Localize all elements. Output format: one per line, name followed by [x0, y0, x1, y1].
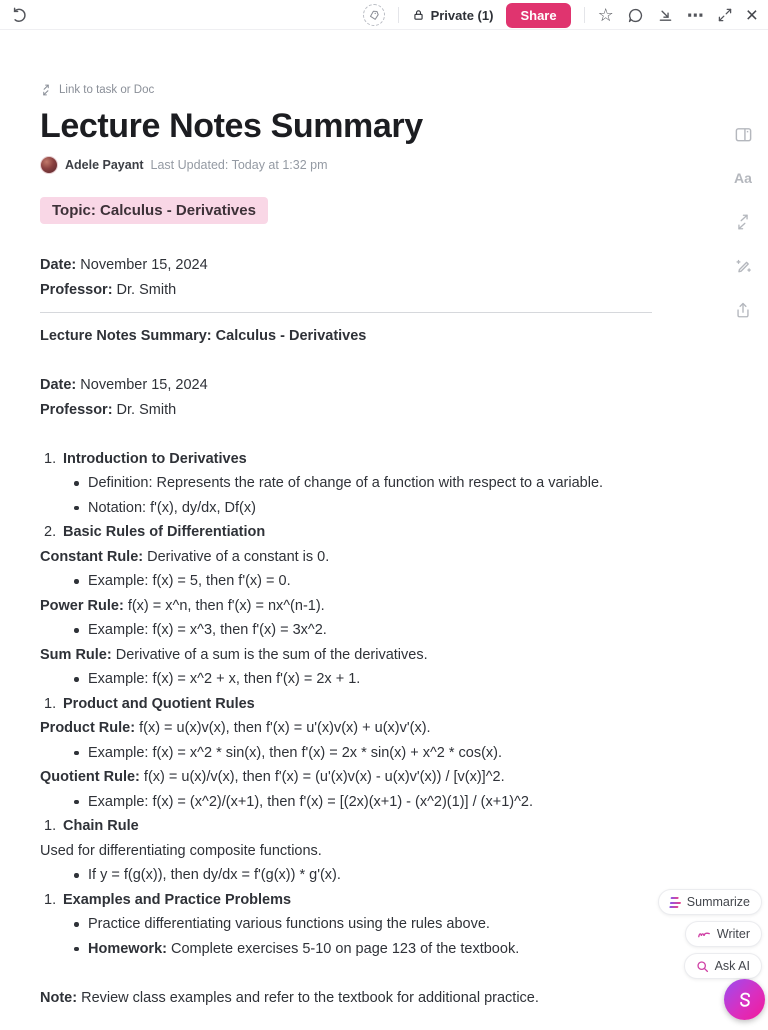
comments-icon[interactable] — [627, 7, 644, 24]
ai-floating-menu — [658, 889, 762, 979]
share-export-icon[interactable] — [733, 300, 753, 320]
doc-block: Example: f(x) = 5, then f'(x) = 0. — [40, 569, 652, 594]
doc-block — [40, 349, 652, 374]
doc-block: 2. Basic Rules of Differentiation — [44, 524, 266, 540]
summarize-label: Summarize — [686, 895, 750, 909]
relationships-icon[interactable] — [733, 212, 753, 232]
favorite-star-icon[interactable]: ☆ — [597, 5, 614, 25]
summarize-icon — [669, 897, 682, 908]
more-options-icon[interactable]: ⋯ — [686, 5, 704, 25]
doc-block: Used for differentiating composite functions. — [40, 842, 322, 859]
doc-block: Homework: Complete exercises 5-10 on page 123 of the textbook. — [40, 937, 652, 962]
doc-block: Practice differentiating various functions using the rules above. — [40, 912, 652, 937]
doc-block: Constant Rule: Derivative of a constant is 0. — [40, 548, 330, 565]
doc-block: Notation: f'(x), dy/dx, Df(x) — [40, 496, 652, 521]
doc-block: Definition: Represents the rate of change of a function with respect to a variable. — [40, 471, 652, 496]
doc-block: Product Rule: f(x) = u(x)v(x), then f'(x) = u'(x)v(x) + u(x)v'(x). — [40, 720, 431, 736]
link-to-task-button[interactable] — [40, 84, 652, 96]
doc-block: Example: f(x) = x^2 + x, then f'(x) = 2x + 1. — [40, 667, 652, 692]
doc-block: Example: f(x) = x^2 * sin(x), then f'(x) = 2x * sin(x) + x^2 * cos(x). — [40, 741, 652, 766]
doc-icon-button[interactable] — [363, 4, 385, 26]
writer-label: Writer — [716, 927, 750, 941]
ask-ai-label: Ask AI — [714, 959, 750, 973]
doc-block: 1. Introduction to Derivatives — [44, 450, 247, 467]
doc-block: Note: Review class examples and refer to the textbook for additional practice. — [40, 989, 539, 1006]
link-arrows-icon — [40, 84, 52, 96]
ask-ai-button[interactable] — [684, 953, 762, 979]
expand-icon[interactable] — [717, 7, 733, 23]
summarize-button[interactable] — [658, 889, 762, 915]
ai-logo-icon — [735, 990, 755, 1010]
ai-edit-icon[interactable] — [733, 256, 753, 276]
doc-block: 1. Chain Rule — [44, 818, 139, 834]
privacy-label: Private (1) — [430, 7, 494, 23]
topic-badge: Topic: Calculus - Derivatives — [40, 197, 268, 224]
writer-button[interactable] — [685, 921, 762, 947]
author-avatar[interactable] — [40, 156, 58, 174]
restore-icon[interactable] — [10, 6, 27, 23]
doc-block — [40, 312, 652, 313]
author-name[interactable]: Adele Payant — [65, 158, 144, 172]
doc-meta — [40, 156, 652, 174]
close-icon[interactable]: × — [745, 3, 758, 27]
doc-block: Lecture Notes Summary: Calculus - Derivatives — [40, 328, 367, 344]
doc-blocks — [40, 253, 652, 1030]
doc-block: If y = f(g(x)), then dy/dx = f'(g(x)) * g'(x). — [40, 863, 652, 888]
export-icon[interactable] — [657, 7, 674, 24]
topbar — [0, 0, 768, 30]
lock-icon — [412, 8, 425, 22]
right-tool-rail — [733, 124, 753, 320]
writer-icon — [697, 929, 711, 940]
doc-block: Power Rule: f(x) = x^n, then f'(x) = nx^(n-1). — [40, 597, 325, 614]
link-to-task-label: Link to task or Doc — [59, 84, 155, 96]
privacy-indicator[interactable] — [412, 8, 494, 23]
doc-block: 1. Examples and Practice Problems — [44, 891, 292, 908]
page-title[interactable]: Lecture Notes Summary — [40, 107, 423, 145]
document-canvas — [40, 30, 652, 1030]
doc-block: Example: f(x) = x^3, then f'(x) = 3x^2. — [40, 618, 652, 643]
doc-block: Example: f(x) = (x^2)/(x+1), then f'(x) = [(2x)(x+1) - (x^2)(1)] / (x+1)^2. — [40, 790, 652, 815]
share-button[interactable]: Share — [506, 3, 570, 28]
doc-block: Date: November 15, 2024 — [40, 257, 208, 273]
doc-block — [40, 422, 652, 447]
doc-block: Professor: Dr. Smith — [40, 281, 177, 298]
doc-block: 1. Product and Quotient Rules — [44, 695, 255, 712]
doc-block: Sum Rule: Derivative of a sum is the sum of the derivatives. — [40, 646, 428, 663]
doc-block: Professor: Dr. Smith — [40, 401, 177, 418]
last-updated: Last Updated: Today at 1:32 pm — [150, 158, 328, 172]
ask-ai-search-icon — [696, 960, 709, 973]
page-details-icon[interactable] — [733, 124, 753, 144]
topbar-separator-2 — [584, 7, 585, 23]
font-settings-icon[interactable]: Aa — [734, 170, 752, 186]
doc-block: Quotient Rule: f(x) = u(x)/v(x), then f'(x) = (u'(x)v(x) - u(x)v'(x)) / [v(x)]^2. — [40, 769, 505, 785]
ai-fab-button[interactable] — [724, 979, 765, 1020]
doc-block — [40, 961, 652, 986]
doc-block: Date: November 15, 2024 — [40, 377, 208, 393]
topbar-separator — [398, 7, 399, 23]
